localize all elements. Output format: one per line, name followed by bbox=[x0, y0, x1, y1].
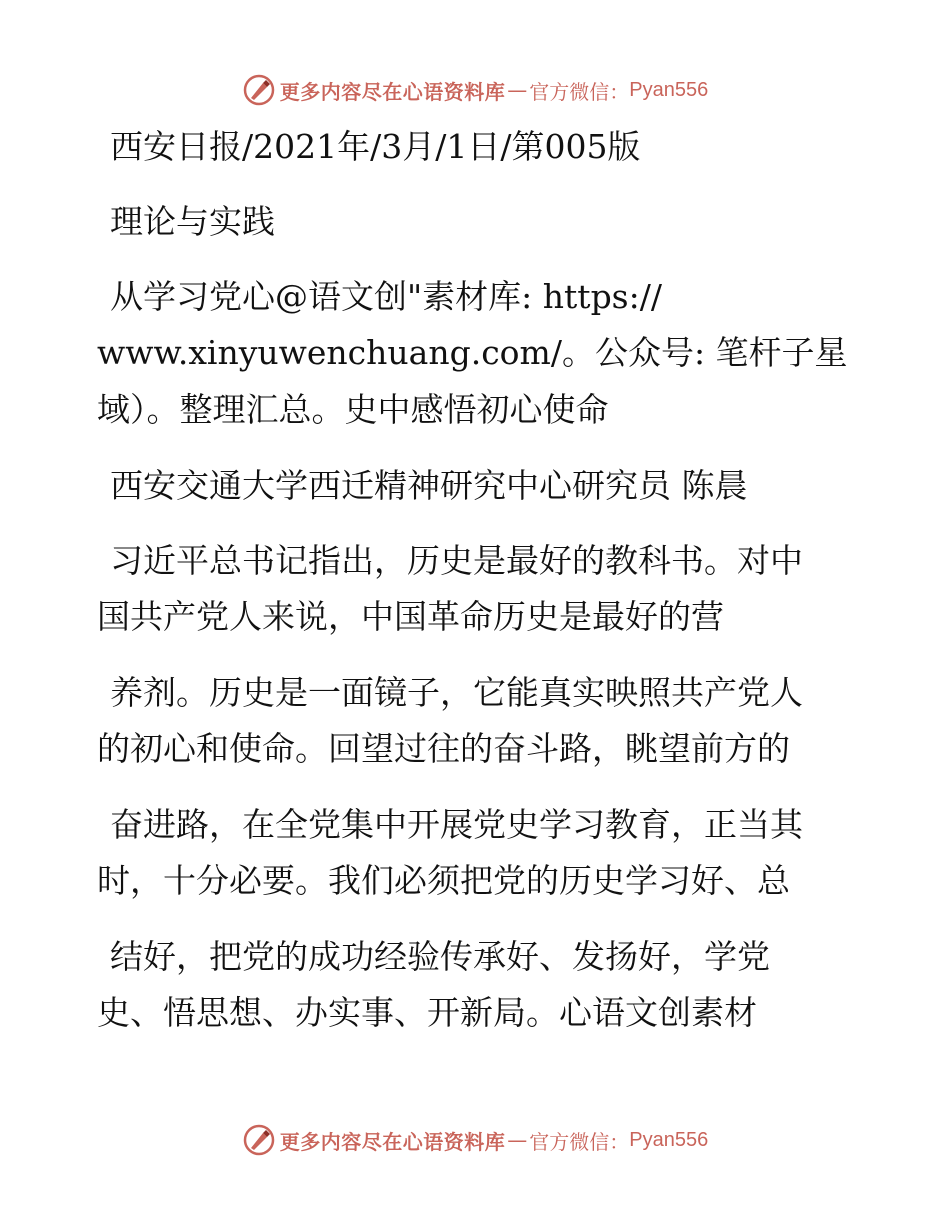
pen-nib-logo-icon bbox=[242, 1123, 276, 1157]
article-title-line-2: www.xinyuwenchuang.com/。公众号: 笔杆子星 bbox=[97, 333, 848, 372]
article-source-line: 西安日报/2021年/3月/1日/第005版 bbox=[110, 127, 641, 166]
article-paragraph-line: 奋进路，在全党集中开展党史学习教育，正当其 bbox=[110, 805, 803, 844]
article-paragraph-line: 结好，把党的成功经验传承好、发扬好，学党 bbox=[110, 937, 770, 976]
article-paragraph-line: 养剂。历史是一面镜子，它能真实映照共产党人 bbox=[110, 673, 803, 712]
bottom-watermark-banner bbox=[0, 1120, 950, 1160]
banner-slogan: 更多内容尽在心语资料库 bbox=[279, 1129, 506, 1154]
article-title-line-1: 从学习党心@语文创"素材库: https:// bbox=[110, 277, 662, 316]
article-section-line: 理论与实践 bbox=[110, 202, 275, 241]
banner-wechat-label: 官方微信： bbox=[529, 79, 630, 104]
banner-wechat-label: 官方微信： bbox=[529, 1129, 630, 1154]
banner-separator: — bbox=[507, 78, 528, 102]
banner-wechat-id: Pyan556 bbox=[629, 78, 709, 101]
banner-wechat-id: Pyan556 bbox=[629, 1128, 709, 1151]
article-author-line: 西安交通大学西迁精神研究中心研究员 陈晨 bbox=[110, 466, 748, 505]
article-paragraph-line: 国共产党人来说，中国革命历史是最好的营 bbox=[97, 597, 724, 636]
article-paragraph-line: 习近平总书记指出，历史是最好的教科书。对中 bbox=[110, 541, 803, 580]
banner-slogan: 更多内容尽在心语资料库 bbox=[279, 79, 506, 104]
article-paragraph-line: 时，十分必要。我们必须把党的历史学习好、总 bbox=[97, 861, 790, 900]
article-paragraph-line: 史、悟思想、办实事、开新局。心语文创素材 bbox=[97, 993, 757, 1032]
article-title-line-3: 域）。整理汇总。史中感悟初心使命 bbox=[97, 390, 609, 429]
banner-separator: — bbox=[507, 1128, 528, 1152]
article-paragraph-line: 的初心和使命。回望过往的奋斗路，眺望前方的 bbox=[97, 729, 790, 768]
